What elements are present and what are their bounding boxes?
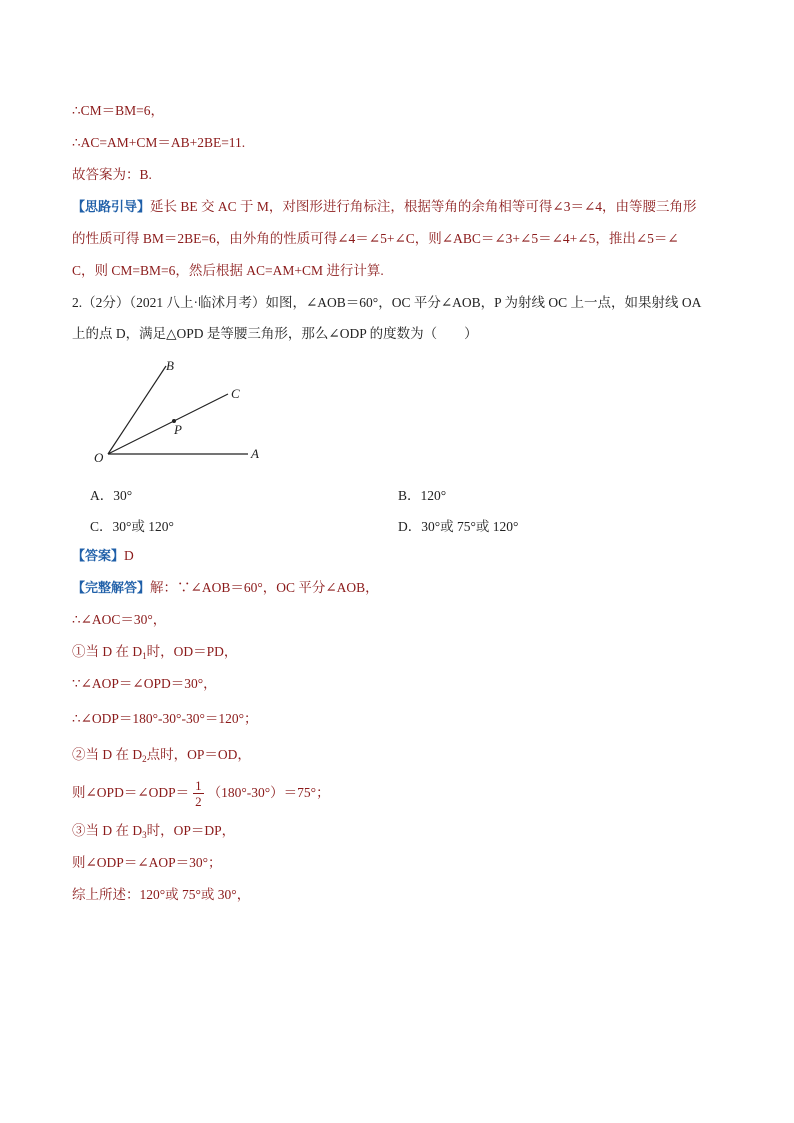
solution-line: ∴∠ODP＝180°-30°-30°＝120°； [72,711,258,726]
solution-line [72,776,330,810]
subscript: 2 [142,754,147,764]
fraction [193,778,204,809]
label-a: A [251,446,259,461]
text-part: 时，OP＝DP， [146,823,236,838]
text-part: 时，OD＝PD， [146,644,238,659]
subscript: 3 [142,830,147,840]
fraction-denominator: 2 [195,794,202,810]
label-o: O [94,450,104,465]
solution-tag: 【完整解答】 [72,581,151,596]
label-c: C [231,386,240,401]
solution-line: 则∠ODP＝∠AOP＝30°； [72,855,222,870]
option-d: D．30°或 75°或 120° [398,519,519,534]
text-part: 点时，OP＝OD， [146,747,251,762]
text-part: （180°-30°）＝75°； [207,785,330,800]
text-line: ∴CM＝BM=6， [72,103,164,118]
text-line: 故答案为：B. [72,167,152,182]
text-line: 的性质可得 BM＝2BE=6，由外角的性质可得∠4＝∠5+∠C，则∠ABC＝∠3+∠5＝∠4+∠5，推出∠5＝∠ [72,231,679,246]
subscript: 1 [142,651,147,661]
solution-line [72,579,379,598]
text-part: ③当 D 在 D [72,823,143,838]
hint-line [72,198,697,217]
solution-line [72,822,235,844]
ray-ob [108,366,166,454]
text-part: ②当 D 在 D [72,747,143,762]
solution-text: 解：∵∠AOB＝60°，OC 平分∠AOB， [150,580,379,595]
solution-line [72,643,237,665]
text-part: ①当 D 在 D [72,644,143,659]
answer-line [72,547,134,566]
solution-line: ∴∠AOC＝30°， [72,612,167,627]
option-a: A．30° [90,488,133,503]
text-line: C，则 CM=BM=6，然后根据 AC=AM+CM 进行计算. [72,263,384,278]
answer-value: D [124,548,134,563]
solution-line [72,746,251,768]
question-text: 2.（2分）（2021 八上·临沭月考）如图，∠AOB＝60°，OC 平分∠AOB，P 为射线 OC 上一点，如果射线 OA [72,295,702,310]
fraction-numerator: 1 [195,778,202,794]
option-b: B．120° [398,488,447,503]
label-b: B [166,358,174,373]
angle-figure [88,352,278,472]
question-text: 上的点 D，满足△OPD 是等腰三角形，那么∠ODP 的度数为（ ） [72,326,478,341]
text-part: 则∠OPD＝∠ODP＝ [72,785,190,800]
solution-line: 综上所述：120°或 75°或 30°， [72,887,251,902]
answer-tag: 【答案】 [72,549,125,564]
hint-text: 延长 BE 交 AC 于 M，对图形进行角标注，根据等角的余角相等可得∠3＝∠4，由等腰三角形 [150,199,697,214]
option-c: C．30°或 120° [90,519,174,534]
solution-line: ∵∠AOP＝∠OPD＝30°， [72,676,217,691]
ray-oc [108,394,228,454]
label-p: P [174,422,182,437]
text-line: ∴AC=AM+CM＝AB+2BE=11. [72,135,246,150]
hint-tag: 【思路引导】 [72,200,151,215]
